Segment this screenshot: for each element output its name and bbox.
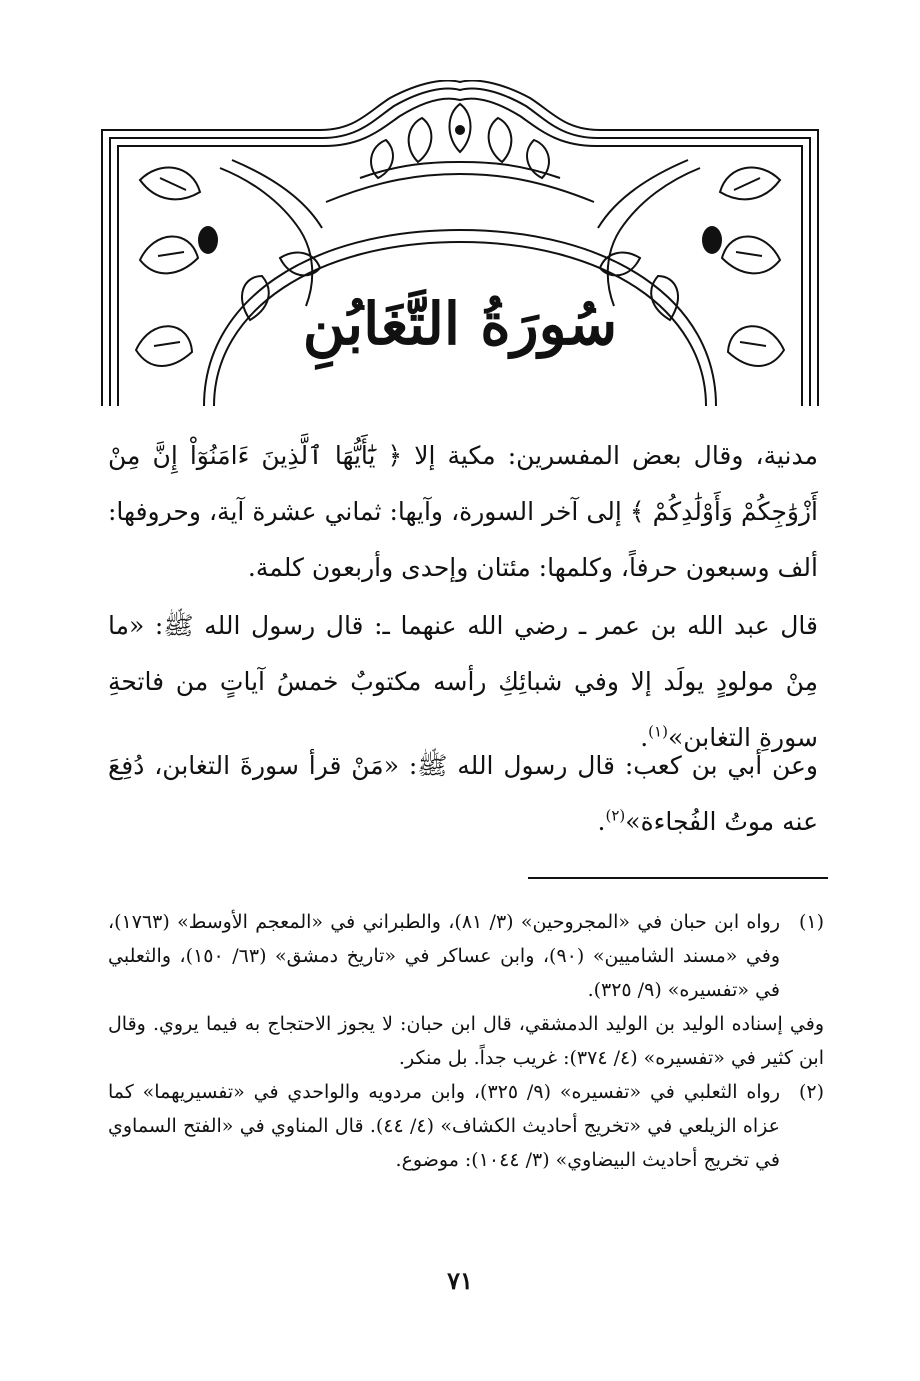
footnote-divider [528,877,828,879]
footnote-1 [108,905,824,1007]
footnote-2-number: (٢) [798,1081,824,1103]
footnotes-section [108,905,824,1177]
surah-title: سُورَةُ التَّغَابُنِ [302,290,618,358]
footnote-1-continuation: وفي إسناده الوليد بن الوليد الدمشقي، قال ابن حبان: لا يجوز الاحتجاج به فيما يروي. وقال ابن كثير في «تفسيره» (٤/ ٣٧٤): غريب جداً. بل منكر. [108,1013,824,1069]
footnote-ref-2: (٢) [605,806,626,825]
footnote-2-text: رواه الثعلبي في «تفسيره» (٩/ ٣٢٥)، وابن مردويه والواحدي في «تفسيريهما» كما عزاه الزيلعي في «تخريج أحاديث الكشاف» (٤/ ٤٤). قال المناوي في «الفتح السماوي في تخريج أحاديث البيضاوي» (٣/ ١٠٤٤): موضوع. [108,1081,780,1171]
footnote-2 [108,1075,824,1177]
footnote-ref-1: (١) [648,722,668,741]
footnote-1-text: رواه ابن حبان في «المجروحين» (٣/ ٨١)، والطبراني في «المعجم الأوسط» (١٧٦٣)، وفي «مسند الشاميين» (٩٠)، وابن عساكر في «تاريخ دمشق» (٦٣/ ١٥٠)، والثعلبي في «تفسيره» (٩/ ٣٢٥). [108,911,780,1001]
footnote-1-number: (١) [798,911,824,933]
hadith-2-text: وعن أبي بن كعب: قال رسول الله ﷺ: «مَنْ قرأ سورةَ التغابن، دُفِعَ عنه موتُ الفُجاءة» [108,751,818,836]
intro-paragraph [108,428,818,596]
page-number: ٧١ [447,1266,473,1295]
hadith-1-text: قال عبد الله بن عمر ـ رضي الله عنهما ـ: قال رسول الله ﷺ: «ما مِنْ مولودٍ يولَد إلا وفي شبائِكِ رأسه مكتوبٌ خمسُ آياتٍ من فاتحةِ سورةِ التغابن» [108,611,818,752]
hadith-2-end: . [597,807,606,836]
hadith-paragraph-2 [108,738,818,850]
hadith-1-end: . [640,723,649,752]
intro-text: مدنية، وقال بعض المفسرين: مكية إلا ﴿ يَٰٓأَيُّهَا ٱلَّذِينَ ءَامَنُوٓاْ إِنَّ مِنْ أَزْوَٰجِكُمْ وَأَوْلَٰدِكُمْ ﴾ إلى آخر السورة، وآيها: ثماني عشرة آية، وحروفها: ألف وسبعون حرفاً، وكلمها: مئتان وإحدى وأربعون كلمة. [108,441,818,582]
